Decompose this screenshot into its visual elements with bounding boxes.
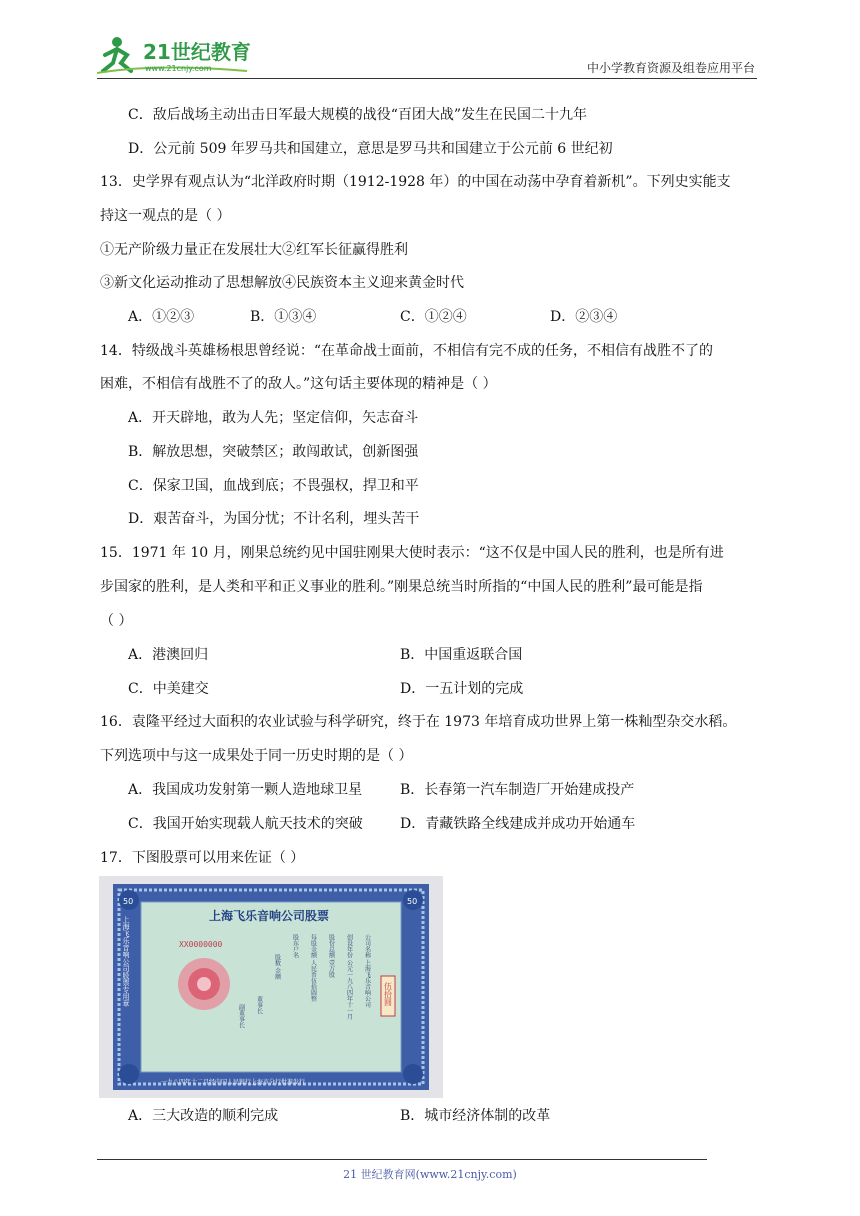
q14-option-d: D．艰苦奋斗，为国分忧；不计名利，埋头苦干	[128, 511, 420, 527]
q15-stem-1: 15．1971 年 10 月，刚果总统约见中国驻刚果大使时表示：“这不仅是中国人民的胜利，也是所有进	[100, 545, 724, 561]
logo-text: 21世纪教育	[143, 40, 251, 64]
q14-option-b: B．解放思想，突破禁区；敢闯敢试，创新图强	[128, 444, 419, 460]
q14-option-a: A．开天辟地，敢为人先；坚定信仰，矢志奋斗	[128, 410, 419, 426]
issue-note: 一九八四年十二月经中国人民银行上海市分行批准发行	[161, 1079, 306, 1086]
q15-option-d: D．一五计划的完成	[400, 681, 524, 697]
q13-option-a: A．①②③	[128, 309, 195, 325]
q15-stem-2: 步国家的胜利，是人类和平和正义事业的胜利。”刚果总统当时所指的“中国人民的胜利”最可能是指	[100, 579, 703, 595]
q17-stem: 17．下图股票可以用来佐证（ ）	[100, 850, 305, 866]
q13-option-b: B．①③④	[250, 309, 317, 325]
col-year: 创设年份 公元一九八四年十一月	[345, 934, 353, 1020]
page-footer: 21 世纪教育网(www.21cnjy.com)	[343, 1168, 517, 1181]
q13-option-c: C．①②④	[400, 309, 467, 325]
q13-stem-2: 持这一观点的是（ ）	[100, 208, 231, 224]
value-left: 50	[123, 897, 134, 906]
col-per-share: 每股金额 人民币伍拾圆整	[309, 934, 317, 1002]
q16-option-c: C．我国开始实现载人航天技术的突破	[128, 816, 363, 832]
q14-stem-1: 14．特级战斗英雄杨根思曾经说：“在革命战士面前，不相信有完不成的任务，不相信有战胜不了的	[100, 343, 713, 359]
q17-option-a: A．三大改造的顺利完成	[128, 1108, 279, 1124]
logo-21cnjy	[97, 33, 257, 77]
header-rule	[97, 78, 757, 79]
denomination: 伍拾圆	[383, 982, 393, 1006]
q16-option-d: D．青藏铁路全线建成并成功开始通车	[400, 816, 636, 832]
q13-statement-2: ③新文化运动推动了思想解放④民族资本主义迎来黄金时代	[100, 275, 464, 291]
q15-stem-3: （ ）	[100, 613, 133, 629]
q15-option-a: A．港澳回归	[128, 647, 209, 663]
stock-certificate-image	[99, 876, 443, 1098]
q16-stem-2: 下列选项中与这一成果处于同一历史时期的是（ ）	[100, 748, 413, 764]
q13-statement-1: ①无产阶级力量正在发展壮大②红军长征赢得胜利	[100, 242, 408, 258]
col-vice-chairman: 副董事长	[237, 1004, 245, 1028]
q12-option-d: D．公元前 509 年罗马共和国建立，意思是罗马共和国建立于公元前 6 世纪初	[128, 141, 613, 157]
q15-option-c: C．中美建交	[128, 681, 209, 697]
q16-stem-1: 16．袁隆平经过大面积的农业试验与科学研究，终于在 1973 年培育成功世界上第一株籼型杂交水稻。	[100, 714, 737, 730]
q13-option-d: D．②③④	[550, 309, 618, 325]
platform-title: 中小学教育资源及组卷应用平台	[586, 61, 755, 75]
q14-stem-2: 困难，不相信有战胜不了的敌人。”这句话主要体现的精神是（ ）	[100, 376, 497, 392]
q17-option-b: B．城市经济体制的改革	[400, 1108, 551, 1124]
footer-rule	[97, 1159, 707, 1160]
page-header	[97, 33, 757, 79]
q16-option-a: A．我国成功发射第一颗人造地球卫星	[128, 782, 363, 798]
value-right: 50	[407, 897, 418, 906]
q16-option-b: B．长春第一汽车制造厂开始建成投产	[400, 782, 635, 798]
serial-number: XX0000000	[179, 940, 223, 949]
q14-option-c: C．保家卫国，血战到底；不畏强权，捍卫和平	[128, 478, 419, 494]
logo-url: www.21cnjy.com	[145, 64, 212, 73]
q12-option-c: C．敌后战场主动出击日军最大规模的战役“百团大战”发生在民国二十九年	[128, 107, 588, 123]
col-shares: 股数 金额	[273, 954, 281, 980]
side-stamp: 上海飞乐音响公司股票专用章	[122, 916, 130, 1007]
col-total: 股份总额 壹万股	[327, 934, 335, 978]
col-company: 公司名称 上海飞乐音响公司	[363, 934, 371, 1008]
q13-stem-1: 13．史学界有观点认为“北洋政府时期（1912-1928 年）的中国在动荡中孕育着新机”。下列史实能支	[100, 174, 731, 190]
col-chairman: 董事长	[255, 996, 263, 1014]
q15-option-b: B．中国重返联合国	[400, 647, 523, 663]
col-holder: 股东户名	[291, 934, 299, 958]
certificate-title: 上海飞乐音响公司股票	[209, 909, 330, 923]
